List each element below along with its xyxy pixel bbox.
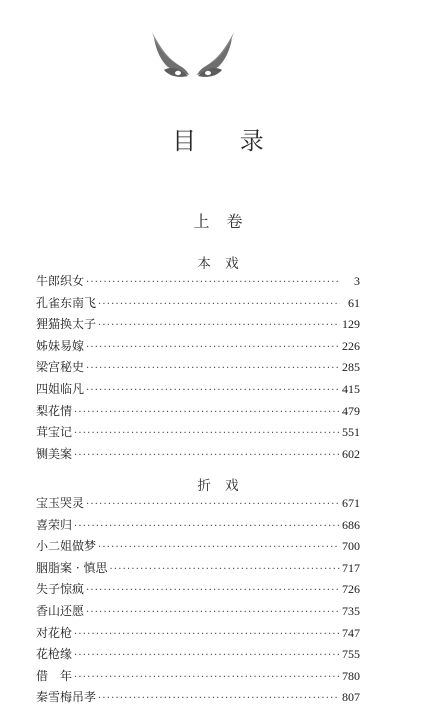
toc-entry-page: 700 (342, 539, 360, 554)
toc-entry-page: 807 (342, 690, 360, 705)
leader-dots (74, 645, 340, 667)
toc-entry[interactable] (36, 601, 360, 623)
toc-entry-page: 479 (342, 403, 360, 418)
toc-entry[interactable] (36, 666, 360, 688)
leader-dots (74, 445, 340, 467)
toc-entry[interactable] (36, 401, 360, 423)
leader-dots (86, 380, 340, 402)
toc-entry-title: 胭脂案 · 慎思 (36, 560, 108, 575)
toc-list-main-plays (36, 271, 360, 465)
toc-entry-page: 735 (342, 603, 360, 618)
toc-entry[interactable] (36, 293, 360, 315)
leader-dots (86, 580, 340, 602)
toc-entry-title: 牛郎织女 (36, 274, 85, 288)
toc-entry-page: 780 (342, 668, 360, 683)
toc-list-excerpts (36, 493, 360, 709)
toc-entry[interactable] (36, 644, 360, 666)
toc-entry[interactable] (36, 558, 360, 580)
toc-entry-title: 孔雀东南飞 (36, 295, 97, 310)
leader-dots (98, 688, 340, 710)
toc-entry-title: 梨花情 (36, 403, 73, 418)
section-heading-excerpts: 折 戏 (197, 478, 244, 494)
toc-entry-page: 671 (342, 496, 360, 510)
leader-dots (86, 602, 340, 624)
toc-entry[interactable] (36, 336, 360, 358)
toc-entry[interactable] (36, 579, 360, 601)
toc-entry[interactable] (36, 623, 360, 645)
toc-entry-page: 129 (342, 317, 360, 332)
leader-dots (74, 624, 340, 646)
toc-entry-title: 梁宫秘史 (36, 360, 85, 375)
toc-entry-title: 宝玉哭灵 (36, 496, 85, 510)
leader-dots (86, 272, 340, 294)
toc-entry-page: 551 (342, 425, 360, 440)
toc-entry-title: 狸猫换太子 (36, 317, 97, 332)
toc-entry-page: 3 (354, 274, 360, 288)
toc-entry-page: 415 (342, 381, 360, 396)
toc-entry-page: 726 (342, 582, 360, 597)
leader-dots (86, 337, 340, 359)
toc-entry-title: 花枪缘 (36, 647, 73, 662)
leader-dots (98, 315, 340, 337)
toc-entry-title: 对花枪 (36, 625, 73, 640)
toc-entry-page: 61 (348, 295, 360, 310)
leader-dots (74, 402, 340, 424)
toc-entry-title: 铡美案 (36, 446, 73, 461)
leader-dots (74, 516, 340, 538)
leader-dots (74, 667, 340, 689)
toc-entry-title: 秦雪梅吊孝 (36, 690, 97, 705)
leader-dots (86, 494, 340, 516)
toc-entry-page: 285 (342, 360, 360, 375)
toc-entry-title: 借 年 (36, 668, 73, 683)
section-heading-main-plays: 本 戏 (197, 256, 244, 272)
toc-entry[interactable] (36, 493, 360, 515)
toc-entry-title: 姊妹易嫁 (36, 338, 85, 353)
toc-entry[interactable] (36, 314, 360, 336)
toc-entry-title: 小二姐做梦 (36, 539, 97, 554)
leader-dots (109, 559, 340, 581)
toc-entry-title: 四姐临凡 (36, 381, 85, 396)
opera-mask-eyes-icon (148, 30, 238, 90)
toc-entry-page: 602 (342, 446, 360, 461)
toc-entry[interactable] (36, 271, 360, 293)
toc-entry-title: 喜荣归 (36, 517, 73, 532)
toc-entry-title: 香山还愿 (36, 603, 85, 618)
toc-entry[interactable] (36, 444, 360, 466)
leader-dots (98, 294, 340, 316)
toc-entry-page: 747 (342, 625, 360, 640)
toc-entry[interactable] (36, 379, 360, 401)
leader-dots (74, 423, 340, 445)
leader-dots (98, 537, 340, 559)
toc-entry[interactable] (36, 515, 360, 537)
toc-entry-page: 686 (342, 517, 360, 532)
leader-dots (86, 358, 340, 380)
toc-entry[interactable] (36, 422, 360, 444)
toc-entry-title: 失子惊疯 (36, 582, 85, 597)
toc-entry[interactable] (36, 687, 360, 709)
toc-entry-page: 755 (342, 647, 360, 662)
toc-entry-title: 茸宝记 (36, 425, 73, 440)
toc-entry-page: 717 (342, 560, 360, 575)
toc-entry[interactable] (36, 536, 360, 558)
toc-entry-page: 226 (342, 338, 360, 353)
toc-entry[interactable] (36, 357, 360, 379)
volume-heading: 上 卷 (193, 212, 249, 231)
page-title: 目 录 (172, 127, 282, 155)
